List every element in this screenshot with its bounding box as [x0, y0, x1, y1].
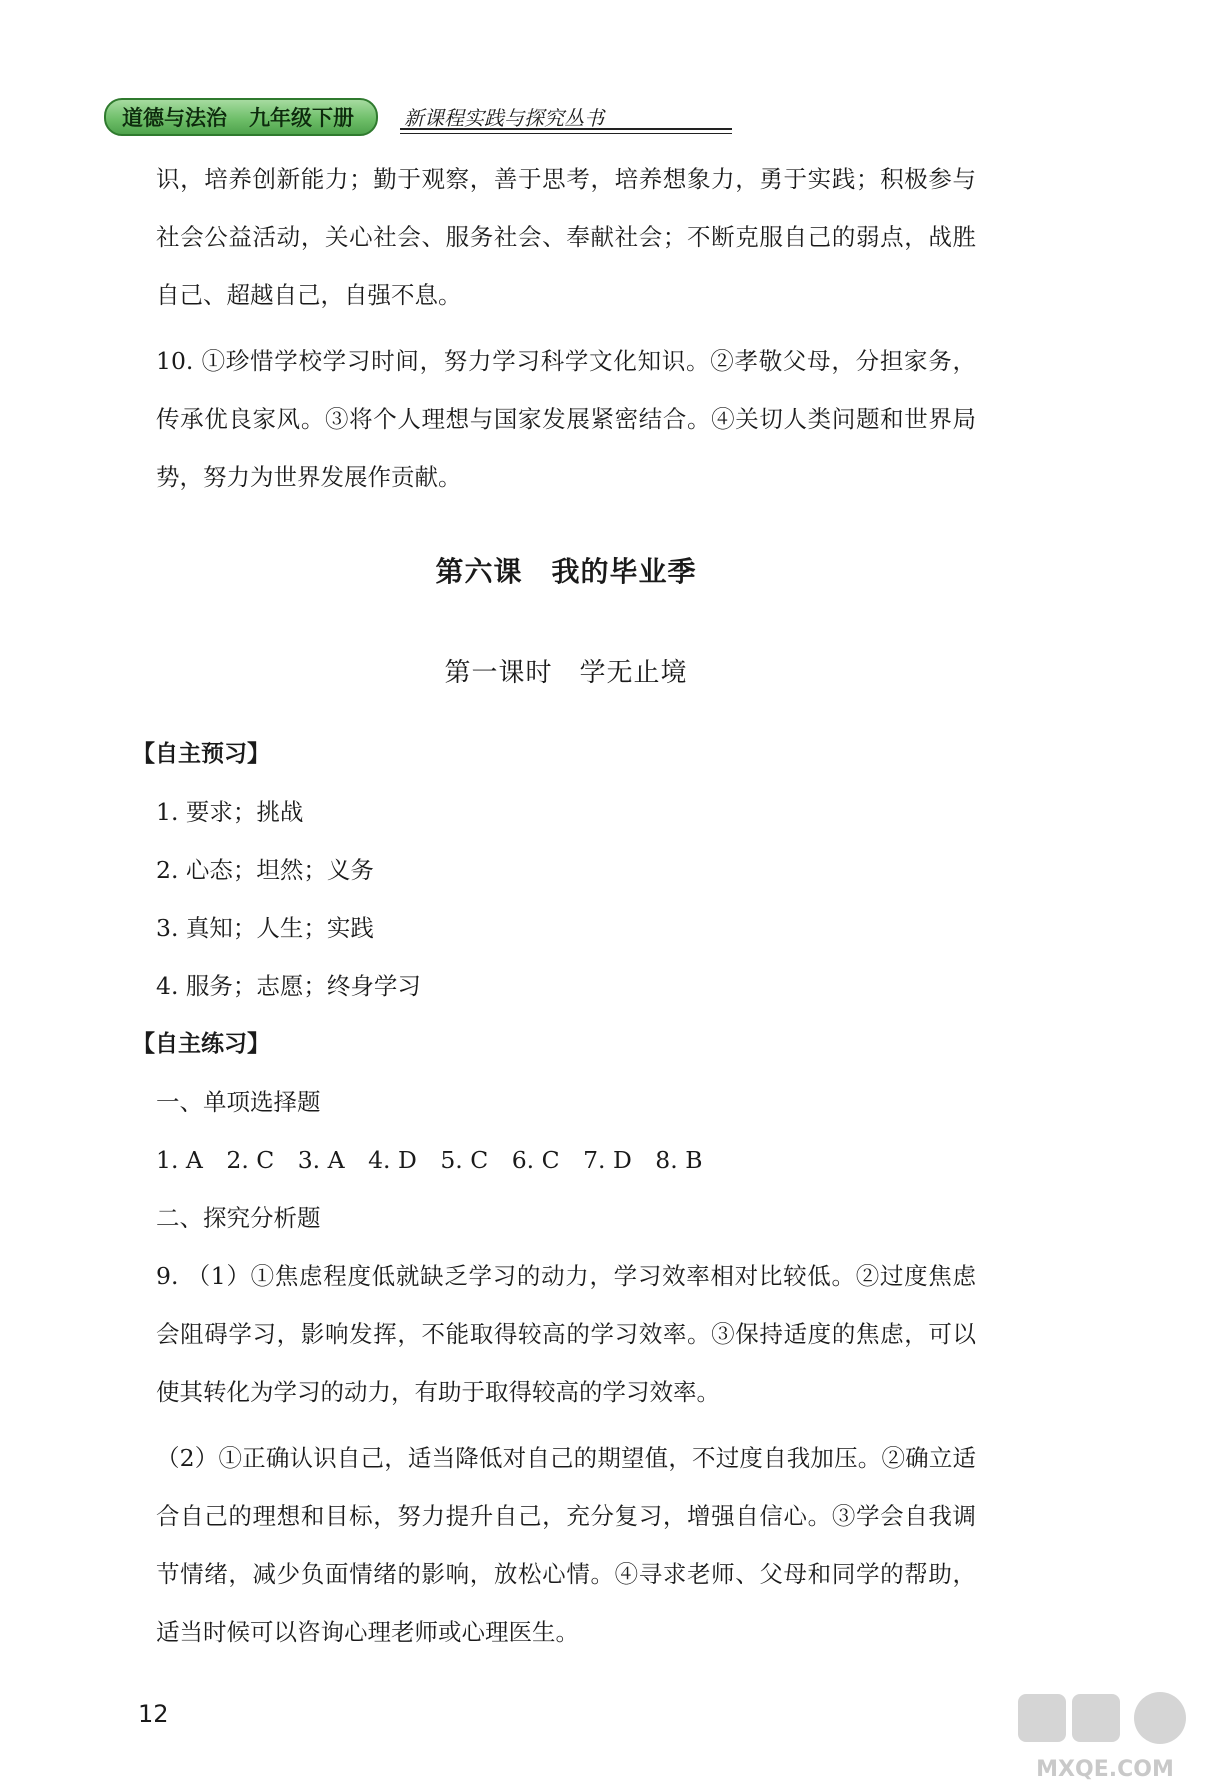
preview-item: 3. 真知；人生；实践	[156, 914, 374, 942]
header-subject: 道德与法治	[122, 106, 227, 130]
session-title: 第一课时 学无止境	[444, 658, 688, 688]
part1-title: 一、单项选择题	[156, 1088, 321, 1116]
header-underline-thin	[400, 133, 732, 134]
practice-heading: 【自主练习】	[132, 1031, 270, 1057]
preview-item: 4. 服务；志愿；终身学习	[156, 972, 421, 1000]
header-underline	[400, 128, 732, 130]
watermark-logo	[1010, 1688, 1200, 1788]
header-series: 新课程实践与探究丛书	[404, 106, 604, 130]
preview-heading: 【自主预习】	[132, 741, 270, 767]
lesson-title: 第六课 我的毕业季	[435, 555, 697, 588]
page-number: 12	[138, 1700, 169, 1728]
part2-title: 二、探究分析题	[156, 1204, 321, 1232]
paragraph-continued: 识，培养创新能力；勤于观察，善于思考，培养想象力，勇于实践；积极参与社会公益活动，关心社会、服务社会、奉献社会；不断克服自己的弱点，战胜自己、超越自己，自强不息。	[156, 165, 976, 309]
page-content	[132, 150, 1116, 1661]
q10-text: 10. ①珍惜学校学习时间，努力学习科学文化知识。②孝敬父母，分担家务，传承优良家风。③将个人理想与国家发展紧密结合。④关切人类问题和世界局势，努力为世界发展作贡献。	[156, 347, 976, 491]
preview-item: 2. 心态；坦然；义务	[156, 856, 374, 884]
header-badge	[104, 98, 378, 136]
page-header	[104, 98, 624, 134]
header-grade: 九年级下册	[249, 106, 354, 130]
paragraph-q10	[156, 332, 976, 506]
q9-part1: 9. （1）①焦虑程度低就缺乏学习的动力，学习效率相对比较低。②过度焦虑会阻碍学习，影响发挥，不能取得较高的学习效率。③保持适度的焦虑，可以使其转化为学习的动力，有助于取得较高的学习效率。	[156, 1262, 976, 1406]
part1-answers: 1. A 2. C 3. A 4. D 5. C 6. C 7. D 8. B	[156, 1146, 703, 1174]
watermark-text: MXQE.COM	[1036, 1757, 1174, 1782]
q9-part2: （2）①正确认识自己，适当降低对自己的期望值，不过度自我加压。②确立适合自己的理想和目标，努力提升自己，充分复习，增强自信心。③学会自我调节情绪，减少负面情绪的影响，放松心情。④寻求老师、父母和同学的帮助，适当时候可以咨询心理老师或心理医生。	[156, 1444, 976, 1646]
preview-item: 1. 要求；挑战	[156, 798, 304, 826]
